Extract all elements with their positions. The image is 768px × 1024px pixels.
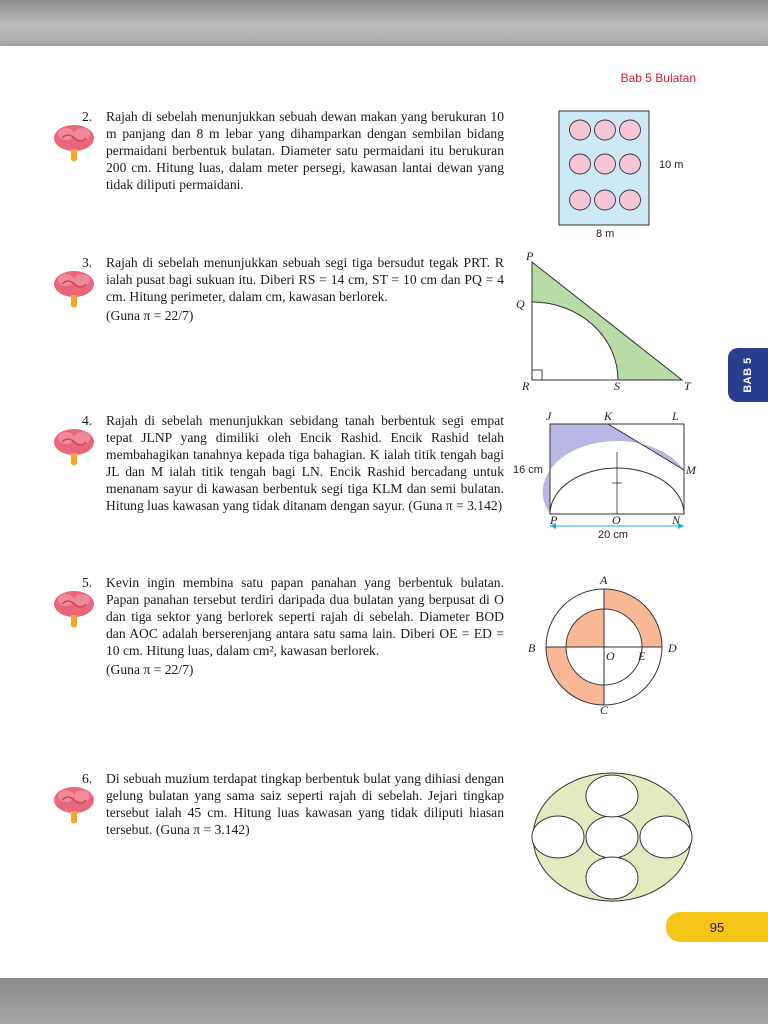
round-window-diagram <box>528 770 698 906</box>
figure-triangle-quadrant <box>510 252 700 392</box>
question-number: 2. <box>82 109 93 124</box>
chapter-tab-label: BAB 5 <box>741 357 754 393</box>
label-r: R <box>522 379 530 392</box>
question-number: 3. <box>82 255 93 270</box>
question-number: 4. <box>82 413 93 428</box>
topic-label: Bulatan <box>655 71 696 85</box>
label-d: D <box>668 641 677 655</box>
page-number: 95 <box>666 912 768 942</box>
page-header <box>621 71 696 85</box>
figure-land-plot <box>508 410 698 540</box>
question-number: 5. <box>82 575 93 590</box>
height-label: 16 cm <box>513 464 543 476</box>
label-q: Q <box>516 297 525 311</box>
label-p: P <box>550 513 558 527</box>
chapter-label: Bab 5 <box>620 71 652 85</box>
length-label: 10 m <box>659 159 684 171</box>
viewer-top-bar <box>0 0 768 46</box>
brain-icon <box>52 426 96 468</box>
width-label: 20 cm <box>598 529 628 540</box>
label-j: J <box>546 410 552 423</box>
label-a: A <box>600 574 608 587</box>
width-label: 8 m <box>596 228 615 238</box>
brain-icon <box>52 268 96 310</box>
question-6 <box>52 770 512 890</box>
label-o: O <box>606 649 615 663</box>
question-text: Di sebuah muzium terdapat tingkap berbentuk bulat yang dihiasi dengan gelung bulatan yang sama saiz seperti rajah di sebelah. Jejari tingkap tersebut ialah 45 cm. Hitung luas kawasan yang tidak diliputi hiasan tersebut. (Guna π = 3.142) <box>106 771 504 837</box>
question-5 <box>52 574 512 734</box>
viewer-bottom-bar <box>0 978 768 1024</box>
target-board-diagram <box>520 574 690 714</box>
textbook-page <box>0 46 768 978</box>
brain-icon <box>52 784 96 826</box>
figure-target-board <box>520 574 690 714</box>
question-2 <box>52 108 512 238</box>
label-n: N <box>672 513 681 527</box>
question-text: Rajah di sebelah menunjukkan sebuah dewan makan yang berukuran 10 m panjang dan 8 m lebar yang dihamparkan dengan sembilan bidang permaidani berbentuk bulatan. Diameter satu permaidani itu berukuran 200 cm. Hitung luas, dalam meter persegi, kawasan lantai dewan yang tidak diliputi permaidani. <box>106 109 504 192</box>
label-b: B <box>528 641 536 655</box>
label-m: M <box>686 463 696 477</box>
label-e: E <box>638 649 646 663</box>
figure-round-window <box>528 770 698 906</box>
pi-note: (Guna π = 22/7) <box>106 308 194 323</box>
figure-dining-hall <box>556 108 706 238</box>
chapter-tab <box>728 348 768 402</box>
brain-icon <box>52 588 96 630</box>
triangle-quadrant-diagram <box>510 252 700 392</box>
label-l: L <box>672 410 679 423</box>
dining-hall-diagram <box>556 108 706 238</box>
label-k: K <box>604 410 613 423</box>
label-t: T <box>684 379 691 392</box>
question-text: Rajah di sebelah menunjukkan sebuah segi tiga bersudut tegak PRT. R ialah pusat bagi sukuan itu. Diberi RS = 14 cm, ST = 10 cm dan PQ = 4 cm. Hitung perimeter, dalam cm, kawasan berlorek. (Guna π = 22/7) <box>106 255 504 323</box>
question-4 <box>52 412 512 572</box>
label-s: S <box>614 379 620 392</box>
question-3 <box>52 254 512 384</box>
label-c: C <box>600 703 609 714</box>
pi-note: (Guna π = 22/7) <box>106 662 194 677</box>
question-text: Rajah di sebelah menunjukkan sebidang tanah berbentuk segi empat tepat JLNP yang dimiliki oleh Encik Rashid. Encik Rashid telah membahagikan tanahnya kepada tiga bahagian. K ialah titik tengah bagi JL dan M ialah titik tengah bagi LN. Encik Rashid bercadang untuk menanam sayur di kawasan berbentuk segi tiga KLM dan semi bulatan. Hitung luas kawasan yang tidak ditanam dengan sayur. (Guna π = 3.142) <box>106 413 504 513</box>
brain-icon <box>52 122 96 164</box>
question-number: 6. <box>82 771 93 786</box>
land-plot-diagram <box>508 410 698 540</box>
question-text: Kevin ingin membina satu papan panahan yang berbentuk bulatan. Papan panahan tersebut terdiri daripada dua bulatan yang berpusat di O dan tiga sektor yang berlorek seperti rajah di sebelah. Diameter BOD dan AOC adalah berserenjang antara satu sama lain. Diberi OE = ED = 10 cm. Hitung luas, dalam cm², kawasan berlorek. (Guna π = 22/7) <box>106 575 504 677</box>
label-p: P <box>526 252 534 263</box>
label-o: O <box>612 513 621 527</box>
